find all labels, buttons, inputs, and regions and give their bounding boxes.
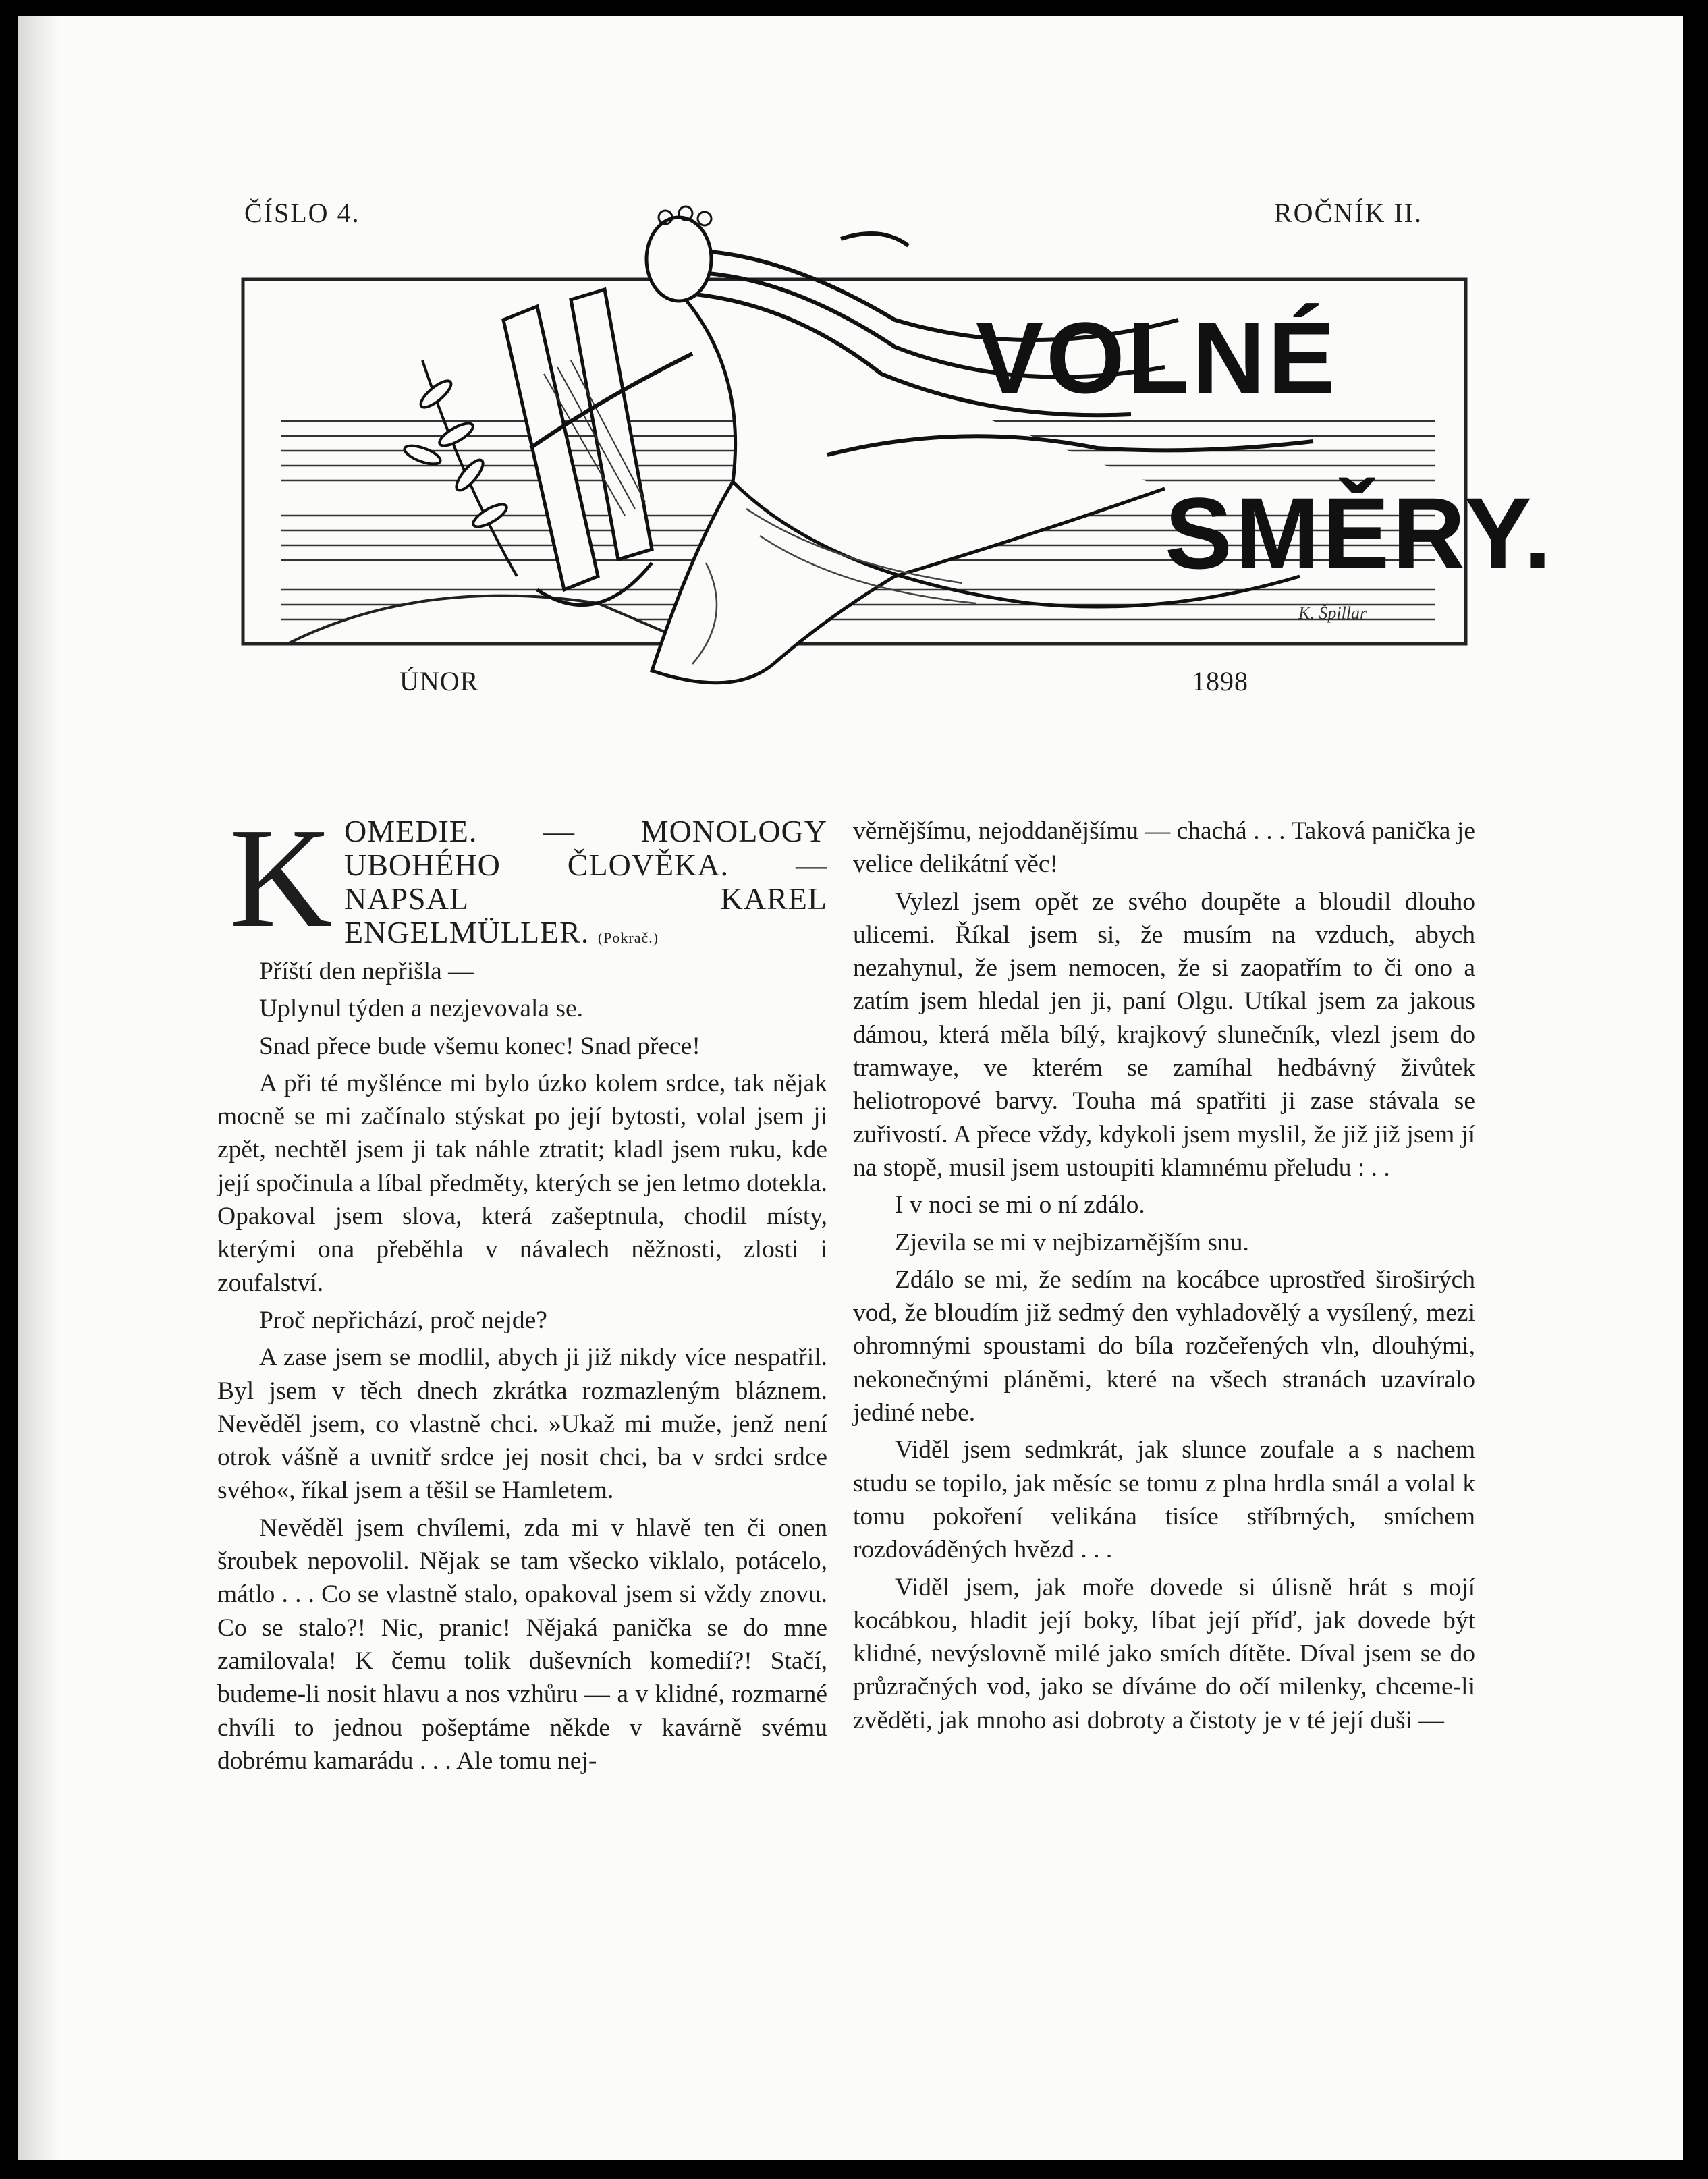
paragraph: Nevěděl jsem chvílemi, zda mi v hlavě ten či onen šroubek nepovolil. Nějak se tam všecko viklalo, potácelo, mátlo . . . Co se vlastně stalo, opakoval jsem si vždy znovu. Co se stalo?! Nic, pranic! Nějaká panička se do mne zamilovala! K čemu tolik duševních komedií?! Stačí, budeme-li nosit hlavu a nos vzhůru — a v klidné, rozmarné chvíli to jednou pošeptáme někde v kavárně svému dobrému kamarádu . . . Ale tomu nej-	[217, 1514, 827, 1775]
paragraph: Viděl jsem, jak moře dovede si úlisně hrát s mojí kocábkou, hladit její boky, líbat její příď, jak dovede být klidné, nevýslovně milé jako smích dítěte. Díval jsem se do průzračných vod, jako se díváme do očí milenky, chceme-li zvěděti, jak mnoho asi dobroty a čistoty je v té její duši —	[853, 1573, 1475, 1734]
paragraph: A při té myšlénce mi bylo úzko kolem srdce, tak nějak mocně se mi začínalo stýskat po její bytosti, volal jsem ji zpět, nechtěl jsem ji tak náhle ztratit; kladl jsem ruku, kde její spočinula a líbal předměty, kterých se jen letmo dotekla. Opakoval jsem slova, která zašeptnula, chodil místy, kterými ona přeběhla v návalech něžnosti, zlosti i zoufalství.	[217, 1069, 827, 1297]
magazine-title-line-2: SMĚRY.	[1165, 476, 1554, 590]
drop-cap: K	[229, 798, 333, 957]
paragraph: Viděl jsem sedmkrát, jak slunce zoufale a s nachem studu se topilo, jak měsíc se tomu z plna hrdla smál a volal k tomu pokoření velikána tisíce stříbrných, smíchem rozdováděných hvězd . . .	[853, 1436, 1475, 1564]
book-spine-shadow	[18, 16, 59, 2160]
paragraph: Snad přece bude všemu konec! Snad přece!	[259, 1032, 700, 1060]
magazine-title-line-1: VOLNÉ	[976, 301, 1338, 414]
issue-year: 1898	[1192, 666, 1248, 696]
paragraph: Proč nepřichází, proč nejde?	[259, 1306, 547, 1334]
issue-month: ÚNOR	[400, 666, 479, 696]
article-title: OMEDIE. — MONOLOGY UBOHÉHO ČLOVĚKA. — NAPSAL KAREL ENGELMÜLLER.	[344, 814, 827, 949]
article-heading	[217, 798, 827, 957]
artist-signature: K. Špillar	[1298, 603, 1367, 623]
page	[18, 16, 1683, 2160]
continuation-note: (Pokrač.)	[597, 929, 659, 946]
issue-number: ČÍSLO 4.	[244, 198, 360, 228]
paragraph: Příští den nepřišla —	[259, 958, 474, 985]
paragraph: Vylezl jsem opět ze svého doupěte a bloudil dlouho ulicemi. Říkal jsem si, že musím na vzduch, abych nezahynul, že jsem nemocen, že si zaopatřím to či ono a zatím jsem hledal jen ji, paní Olgu. Utíkal jsem za jakous dámou, která měla bílý, krajkový slunečník, vlezl jsem do tramwaye, ve kterém se zamíhal hedbávný živůtek heliotropové barvy. Touha má spatřiti ji zase stávala se zuřivostí. A přece vždy, kdykoli jsem myslil, že již již jsem jí na stopě, musil jsem ustoupiti klamnému přeludu : . .	[853, 887, 1475, 1182]
masthead-illustration	[220, 198, 1522, 711]
paragraph-continuation: věrnějšímu, nejoddanějšímu — chachá . . . Taková panička je velice delikátní věc!	[853, 817, 1475, 879]
paragraph: A zase jsem se modlil, abych ji již nikdy více nespatřil. Byl jsem v těch dnech zkrátka rozmazleným bláznem. Nevěděl jsem, co vlastně chci. »Ukaž mi muže, jenž není otrok vášně a uvnitř srdce jej nosit chci, ba v srdci srdce svého«, říkal jsem a těšil se Hamletem.	[217, 1344, 827, 1505]
paragraph: Zdálo se mi, že sedím na kocábce uprostřed široširých vod, že bloudím již sedmý den vyhladovělý a vysílený, mezi ohromnými spoustami do bíla rozčeřených vln, dlouhými, nekonečnými pláněmi, které na všech stranách uzavíralo jediné nebe.	[853, 1265, 1475, 1427]
paragraph: I v noci se mi o ní zdálo.	[895, 1191, 1145, 1219]
paragraph: Uplynul týden a nezjevovala se.	[259, 995, 584, 1023]
paragraph: Zjevila se mi v nejbizarnějším snu.	[895, 1228, 1249, 1257]
right-column	[853, 815, 1475, 1741]
volume-number: ROČNÍK II.	[1274, 198, 1423, 228]
left-column	[217, 798, 827, 1782]
